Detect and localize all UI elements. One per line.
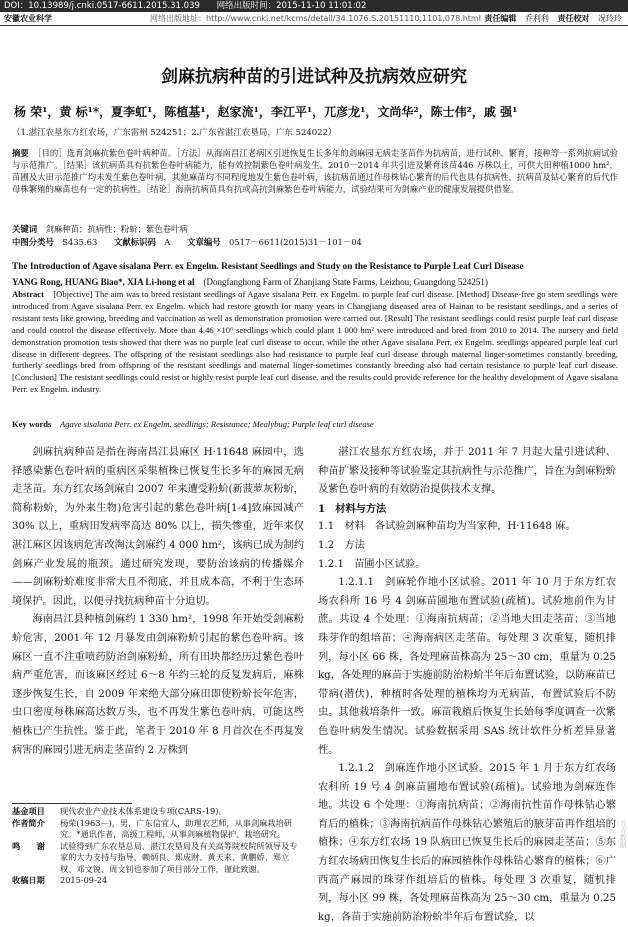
body-paragraph: 剑麻抗病种苗是指在海南昌江县麻区 H·11648 麻园中，选择感染紫色卷叶病的重病区采集植株已恢复生长多年的麻园无病走茎苗。东方红农场剑麻自 2007 年来遭受粉蚧(新菠萝灰粉蚧，简称粉蚧，为外来生物)危害引起的紫色卷叶病[1-4]致麻园减产 30% 以上，重病田发病率高达 80% 以上，损失惨重，近年来仅湛江麻区因该病危害改淘汰剑麻约 4 000 hm²，该病已成为制约剑麻产业发展的瓶颈。通过研究发现，要防治该病的传播媒介——剑麻粉蚧难度非常大且不彻底，并且成本高，不利于生态环境保护。因此，以便寻找抗病种苗十分迫切。 (12, 447, 304, 607)
body-paragraph: 海南昌江县种植剑麻约 1 330 hm²，1998 年开始受剑麻粉蚧危害，2001 年 12 月暴发由剑麻粉蚧引起的紫色卷叶病。该麻区一直不注重喷药防治剑麻粉蚧，所有田块都经历过紫色卷叶病严重危害，而该麻区经过 6～8 年约三轮的反复发病后，麻株逐步恢复生长，自 2009 年来绝大部分麻田即使粉蚧长年危害，虫口密度每株麻高达数万头，也不再发生紫色卷叶病，可能这些植株已产生抗性。鉴于此，笔者于 2010 年 8 月首次在不再复发病害的麻园引进无病走茎苗约 2 万株到 (12, 614, 304, 756)
subsection-heading: 1.2.1 苗圃小区试验。 (318, 558, 426, 570)
fund-text: 现代农业产业技术体系建设专项(CARS-19)。 (60, 806, 227, 816)
english-title: The Introduction of Agave sisalana Perr. ex Engelm. Resistant Seedlings and Study on the Resistance to Purple Leaf Curl Disease (12, 262, 524, 272)
proof-name: 况玲玲 (598, 14, 622, 23)
editor-info (478, 12, 622, 25)
section-heading: 1 材料与方法 (318, 502, 387, 515)
english-authors: YANG Rong, HUANG Biao*, XIA Li-hong et al (12, 277, 195, 287)
doc-code-label: 文献标识码 (114, 237, 156, 247)
journal-bar (0, 12, 628, 26)
keywords-en (12, 418, 618, 430)
classification-line (12, 236, 618, 248)
body-paragraph: 湛江农垦东方红农场，并于 2011 年 7 月起大量引进试种、种苗扩繁及接种等试验鉴定其抗病性与示范推广，旨在为剑麻粉蚧及紫色卷叶病的有效防治提供技术支撑。 (318, 447, 616, 496)
keywords-cn-text: 剑麻种苗；抗病性；粉蚧；紫色卷叶病 (45, 224, 188, 234)
footnotes (12, 806, 302, 887)
thanks-text: 试验得到广东农垦总局、湛江农垦局及有关高等院校院所领导及专家的大力支持与指导，赖炳良、郑成财、黄天来、黄鹏娇、郑立权、邓文锐、周文钊也参加了项目部分工作，谨此致谢。 (60, 840, 298, 874)
watermark: 万方数据 (619, 820, 627, 848)
subsection-heading: 1.1 材料 各试验剑麻种苗均为当家种，H·11648 麻。 (318, 521, 576, 533)
clc-label: 中图分类号 (12, 237, 54, 247)
body-left-column (12, 444, 304, 760)
doi-text: DOI：10.13989/j.cnki.0517-6611.2015.31.039 (4, 1, 200, 11)
thanks-label: 鸣 谢 (12, 840, 45, 851)
author-bio-label: 作者简介 (12, 817, 45, 828)
doi-bar (0, 0, 628, 12)
article-no-label: 文章编号 (187, 237, 221, 247)
body-paragraph: 1.2.1.2 剑麻连作地小区试验。2015 年 1 月于东方红农场农科所 19 号 4 剑麻苗圃地布置试验(疏植)。试验地为剑麻连作地。共设 6 个处理：①海南抗病苗；②海南抗性苗作母株钻心繁育后的植株；③海南抗病苗作母株钻心繁殖后的腋芽苗再作组培的植株；④东方红农场 19 队病田已恢复生长后的麻园走茎苗；⑤东方红农场病田恢复生长后的麻园植株作母株钻心繁育的植株；⑥广西高产麻园的珠芽作组培后的植株。每处理 3 次重复，随机排列，每小区 99 株，各处理麻苗株高为 25～30 cm，重量为 0.25 kg，各苗于实施前防治粉蚧半年后布置试验，以 (318, 763, 616, 923)
proof-label: 责任校对 (557, 14, 590, 23)
online-time: 网络出版时间：2015-11-10 11:01:02 (216, 1, 367, 11)
abstract-cn (12, 147, 618, 195)
keywords-cn-label: 关键词 (12, 224, 38, 234)
english-authors-line (12, 275, 488, 288)
abstract-en-label: Abstract (12, 289, 44, 299)
abstract-cn-label: 摘要 (12, 148, 29, 158)
abstract-en (12, 289, 618, 396)
doc-code-value: A (164, 237, 171, 247)
editor-name: 乔利利 (524, 14, 549, 23)
author-list: 杨 荣¹，黄 标¹*，夏李虹¹，陈植基¹，赵家流¹，李江平¹，兀彦龙¹，文尚华²，陈士伟²，戚 强¹ (14, 105, 518, 119)
body-paragraph: 1.2.1.1 剑麻轮作地小区试验。2011 年 10 月于东方红农场农科所 16 号 4 剑麻苗圃地布置试验(疏植)。试验地前作为甘蔗。共设 4 个处理：①海南抗病苗；②当地大田走茎苗；③当地珠芽作的组培苗；④海南病区走茎苗。每处理 3 次重复，随机排列，每小区 66 株，各处理麻苗株高为 25～30 cm，重量为 0.25 kg，各处理的麻苗于实施前防治粉蚧半年后布置试验，以防麻苗已带病(潜伏)，种植时各处理的植株均为无病苗，布置试验后不防虫。其他栽培条件一致。麻苗栽植后恢复生长始每季度调查一次紫色卷叶病发生情况。试验数据采用 SAS 统计软件分析差异显著性。 (318, 577, 616, 756)
footnote-divider (12, 803, 132, 804)
journal-name: 安徽农业科学 (4, 14, 52, 23)
page-title: 剑麻抗病种苗的引进试种及抗病效应研究 (161, 67, 467, 87)
fund-label: 基金项目 (12, 806, 45, 816)
editor-label: 责任编辑 (484, 14, 517, 23)
received-label: 收稿日期 (12, 875, 45, 885)
received-date: 2015-09-24 (60, 875, 108, 885)
body-right-column (318, 444, 616, 927)
clc-value: S435.63 (62, 237, 98, 247)
author-bio-text: 杨荣(1963－)，男，广东信宜人，助理农艺师，从事剑麻栽培研究。*通讯作者，高级工程师，从事剑麻植物保护、栽培研究。 (60, 817, 292, 839)
affiliation: （1.湛江农垦东方红农场，广东雷州 524251；2.广东省湛江农垦局，广东 524022） (12, 128, 337, 138)
article-no-value: 0517－6611(2015)31－101－04 (228, 237, 362, 247)
online-url[interactable]: 网络出版地址：http://www.cnki.net/kcms/detail/34.1076.S.20151110.1101.078.html (150, 14, 481, 23)
keywords-en-label: Key words (12, 419, 52, 429)
keywords-en-text: Agave sisalana Perr. ex Engelm. seedlings; Resistance; Mealybug; Purple leaf curl disease (60, 419, 374, 429)
abstract-en-text: [Objective] The aim was to breed resistant seedlings of Agave sisalana Perr. ex Engelm. to purple leaf curl disease. [Method] Disease-free go stem seedlings were introduced from Agave sisalana Perr. ex Engelm. which had restore growth for many years in Changjiang diseased area of Hainan to be resistant seedlings, and a series of resistant tests like growing, breeding and vaccination as well as demonstration promotion were carried out. [Result] The resistant seedlings could resist purple leaf curl disease and could control the disease effectively. More than 4.46 ×10⁶ seedlings which could plant 1 000 hm² were introduced and bred from 2010 to 2014. The nursery and field demonstration promotion tests showed that there was no purple leaf curl disease to occur, while the other Agave sisalana Perr. ex Engelm. seedlings appeared purple leaf curl disease in different degrees. The offspring of the resistant seedlings also had resistance to purple leaf curl disease through maternal linger-sometimes constantly breeding, furtherly seedlings bred from offspring of the resistant seedlings and maternal linger-sometimes constantly breeding also had certain resistance to purple leaf curl disease. [Conclusion] The resistant seedlings could resist or highly resist purple leaf curl disease, and the results could provide reference for the healthy development of Agave sisalana Perr. ex Engelm. industry. (12, 289, 618, 395)
subsection-heading: 1.2 方法 (318, 539, 365, 551)
keywords-cn (12, 223, 618, 235)
english-affiliation: (Dongfanghong Farm of Zhanjiang State Farms, Leizhou, Guangdong 524251) (203, 277, 488, 287)
abstract-cn-text: ［目的］选育剑麻抗紫色卷叶病种苗。［方法］从海南昌江老病区引进恢复生长多年的剑麻园无病走茎苗作为抗病苗，进行试种、繁育，接种等一系列抗病试验与示范推广。［结果］该抗病苗具有抗紫色卷叶病能力，能有效控制紫色卷叶病发生。2010－2014 年共引进及繁育该苗446 万株以上，可供大田种植1000 hm²，苗圃及大田示范推广均未发生紫色卷叶病，其他麻苗均不同程度地发生紫色卷叶病，该抗病苗通过作母株钻心繁育的后代也具有抗病性，抗病苗及钻心繁育的后代作母株繁殖的麻苗也有一定的抗病性。［结论］海南抗病苗具有抗或高抗剑麻紫色卷叶病能力，试验结果可为剑麻产业的健康发展提供借鉴。 (12, 148, 619, 194)
